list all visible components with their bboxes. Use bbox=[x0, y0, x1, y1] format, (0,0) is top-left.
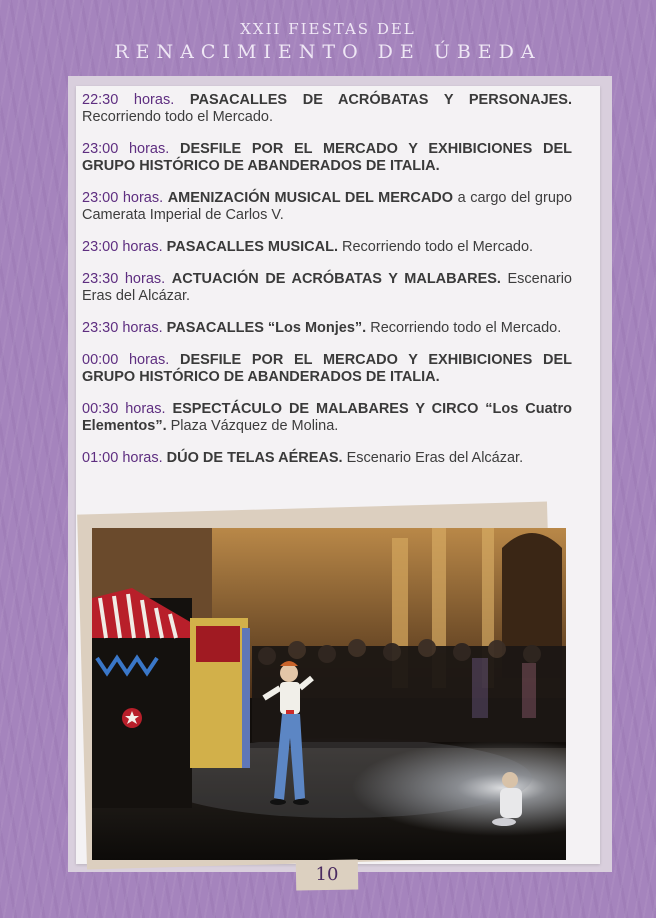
schedule-list bbox=[82, 92, 572, 482]
event-time: 01:00 horas. bbox=[82, 450, 163, 466]
event-detail: Recorriendo todo el Mercado. bbox=[370, 320, 562, 336]
event-time: 00:30 horas. bbox=[82, 401, 166, 417]
schedule-item bbox=[82, 401, 572, 435]
event-title: PASACALLES DE ACRÓBATAS Y PERSONAJES. bbox=[189, 92, 573, 108]
schedule-item bbox=[82, 239, 572, 256]
street-performance-illustration bbox=[92, 528, 566, 860]
event-time: 22:30 horas. bbox=[82, 92, 175, 108]
event-detail: a cargo del grupo Camerata Imperial de Carlos V. bbox=[82, 190, 573, 223]
event-title: DESFILE POR EL MERCADO Y EXHIBICIONES DEL GRUPO HISTÓRICO DE ABANDERADOS DE ITALIA. bbox=[82, 141, 572, 174]
event-title: DESFILE POR EL MERCADO Y EXHIBICIONES DEL GRUPO HISTÓRICO DE ABANDERADOS DE ITALIA. bbox=[82, 352, 572, 385]
schedule-item bbox=[82, 271, 572, 305]
event-title: DÚO DE TELAS AÉREAS. bbox=[166, 450, 343, 466]
event-detail: Recorriendo todo el Mercado. bbox=[82, 109, 274, 125]
schedule-item bbox=[82, 190, 572, 224]
event-time: 23:00 horas. bbox=[82, 190, 164, 206]
event-time: 23:00 horas. bbox=[82, 141, 170, 157]
header bbox=[0, 20, 656, 64]
event-detail: Plaza Vázquez de Molina. bbox=[170, 418, 339, 434]
event-time: 23:30 horas. bbox=[82, 271, 166, 287]
schedule-item bbox=[82, 320, 572, 337]
event-detail: Recorriendo todo el Mercado. bbox=[342, 239, 534, 255]
event-detail: Escenario Eras del Alcázar. bbox=[82, 271, 572, 304]
event-title: ACTUACIÓN DE ACRÓBATAS Y MALABARES. bbox=[171, 271, 501, 287]
schedule-item bbox=[82, 450, 572, 467]
event-time: 23:00 horas. bbox=[82, 239, 163, 255]
schedule-item bbox=[82, 352, 572, 386]
schedule-item bbox=[82, 141, 572, 175]
event-time: 23:30 horas. bbox=[82, 320, 163, 336]
event-title: PASACALLES “Los Monjes”. bbox=[166, 320, 367, 336]
page-number: 10 bbox=[315, 864, 339, 885]
event-detail: Escenario Eras del Alcázar. bbox=[346, 450, 524, 466]
event-title: ESPECTÁCULO DE MALABARES Y CIRCO “Los Cuatro Elementos”. bbox=[82, 401, 572, 434]
header-title-line1: XXII FIESTAS DEL bbox=[240, 20, 416, 38]
event-title: PASACALLES MUSICAL. bbox=[166, 239, 338, 255]
schedule-item bbox=[82, 92, 572, 126]
event-time: 00:00 horas. bbox=[82, 352, 170, 368]
event-photo bbox=[92, 528, 566, 860]
header-title-line2: RENACIMIENTO DE ÚBEDA bbox=[114, 41, 542, 63]
event-title: AMENIZACIÓN MUSICAL DEL MERCADO bbox=[167, 190, 454, 206]
